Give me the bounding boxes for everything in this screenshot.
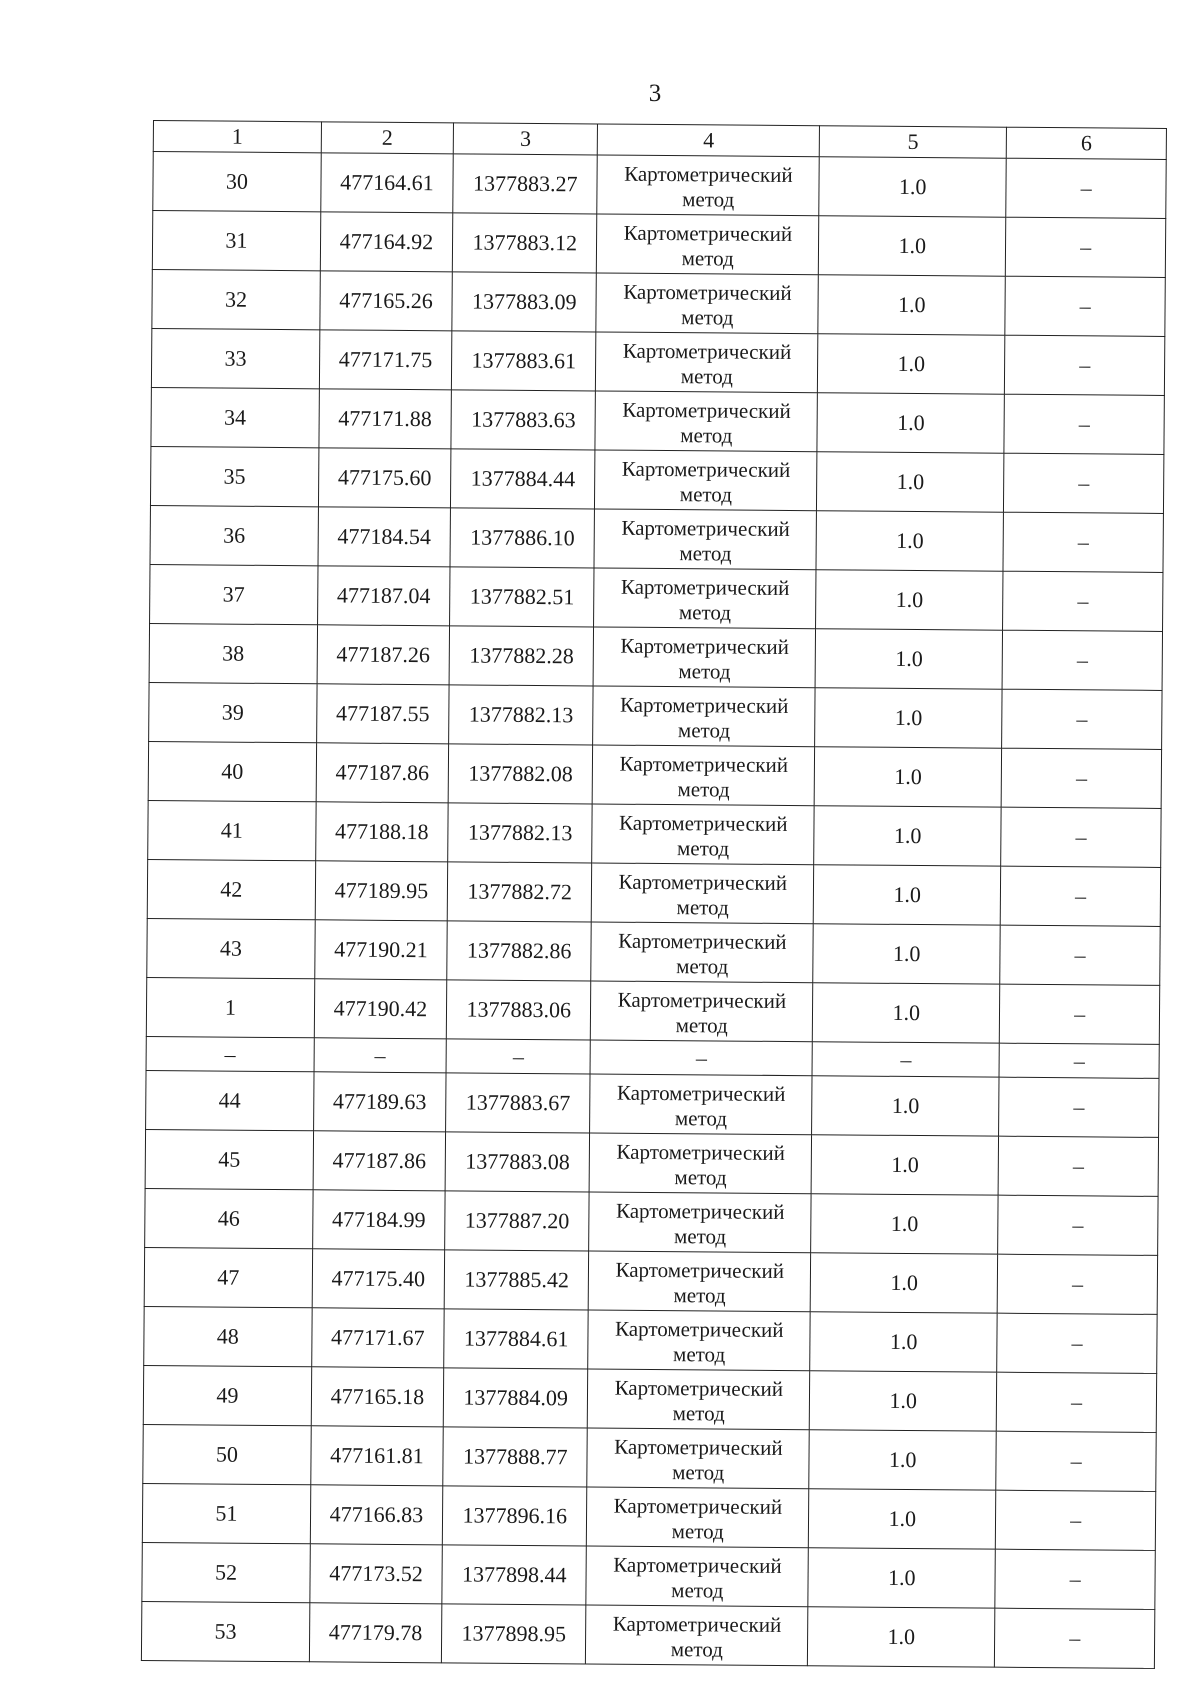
accuracy-value: 1.0 <box>814 806 1002 866</box>
table-row <box>147 918 1160 985</box>
accuracy-value: 1.0 <box>817 393 1005 453</box>
method-cell <box>586 1546 808 1607</box>
method-cell <box>594 509 816 570</box>
separator-dash: – <box>812 1042 999 1077</box>
coordinate-y: 1377883.12 <box>452 213 597 273</box>
method-line-2: метод <box>672 1459 725 1485</box>
method-cell <box>588 1310 810 1371</box>
table-row <box>141 1601 1154 1668</box>
coordinate-x: 477165.26 <box>320 271 453 331</box>
table-row <box>143 1365 1156 1432</box>
accuracy-value: 1.0 <box>815 629 1003 689</box>
description-value: – <box>1006 158 1166 218</box>
method-cell <box>592 804 814 865</box>
coordinate-x: 477175.60 <box>318 448 451 508</box>
method-cell <box>588 1369 810 1430</box>
method-cell <box>594 627 816 688</box>
coordinate-x: 477171.67 <box>312 1308 445 1368</box>
method-line-2: метод <box>676 894 729 920</box>
coordinate-y: 1377882.13 <box>448 803 593 863</box>
method-line-1: Картометрический <box>612 1611 782 1637</box>
method-line-1: Картометрический <box>618 928 787 954</box>
coordinate-x: 477190.42 <box>314 979 447 1039</box>
method-line-1: Картометрический <box>614 1434 783 1460</box>
point-number: 31 <box>152 211 320 271</box>
description-value: – <box>995 1608 1155 1668</box>
method-line-2: метод <box>678 658 731 684</box>
method-line-2: метод <box>674 1164 727 1190</box>
method-cell <box>590 1133 812 1194</box>
coordinate-y: 1377882.51 <box>450 567 595 627</box>
coordinate-y: 1377883.63 <box>451 390 596 450</box>
method-line-1: Картометрический <box>623 220 793 246</box>
coordinate-y: 1377883.61 <box>451 331 596 391</box>
coordinate-y: 1377884.61 <box>444 1309 589 1369</box>
method-line-1: Картометрический <box>618 810 788 836</box>
method-line-2: метод <box>670 1636 723 1662</box>
coordinate-y: 1377882.86 <box>447 921 592 981</box>
coordinate-y: 1377886.10 <box>450 508 595 568</box>
method-line-1: Картометрический <box>615 1316 784 1342</box>
accuracy-value: 1.0 <box>809 1371 997 1431</box>
coordinate-x: 477171.88 <box>319 389 452 449</box>
point-number: 40 <box>148 741 316 801</box>
accuracy-value: 1.0 <box>811 1135 999 1195</box>
method-line-2: метод <box>672 1341 726 1367</box>
accuracy-value: 1.0 <box>818 216 1006 276</box>
coordinate-y: 1377885.42 <box>444 1250 589 1310</box>
method-cell <box>596 273 818 334</box>
method-line-2: метод <box>672 1400 725 1426</box>
table-row <box>146 977 1159 1044</box>
table-row <box>151 328 1164 395</box>
table-row <box>148 800 1161 867</box>
method-line-1: Картометрический <box>619 751 789 777</box>
coordinate-y: 1377898.44 <box>442 1545 587 1605</box>
description-value: – <box>998 1136 1158 1196</box>
method-cell <box>591 981 813 1042</box>
coordinate-x: 477187.55 <box>316 684 449 744</box>
method-line-1: Картометрический <box>618 869 788 895</box>
description-value: – <box>997 1254 1157 1314</box>
description-value: – <box>1005 276 1165 336</box>
description-value: – <box>1002 630 1162 690</box>
coordinate-x: 477166.83 <box>310 1485 443 1545</box>
coordinate-x: 477179.78 <box>309 1603 442 1663</box>
point-number: 47 <box>144 1247 312 1307</box>
point-number: 50 <box>143 1424 311 1484</box>
method-cell <box>587 1428 809 1489</box>
method-line-1: Картометрический <box>621 456 791 482</box>
point-number: 45 <box>145 1129 313 1189</box>
coordinate-x: 477184.99 <box>312 1190 445 1250</box>
accuracy-value: 1.0 <box>814 747 1002 807</box>
coordinate-y: 1377898.95 <box>441 1604 586 1664</box>
coordinate-x: 477190.21 <box>315 920 448 980</box>
accuracy-value: 1.0 <box>813 865 1001 925</box>
method-line-2: метод <box>677 717 731 743</box>
coordinate-x: 477173.52 <box>310 1544 443 1604</box>
method-line-1: Картометрический <box>616 1080 786 1106</box>
table-row <box>152 269 1165 336</box>
point-number: 39 <box>149 682 317 742</box>
separator-dash: – <box>146 1036 314 1071</box>
table-row <box>145 1188 1158 1255</box>
coordinate-y: 1377883.06 <box>446 980 591 1040</box>
point-number: 53 <box>141 1601 309 1661</box>
table-row <box>145 1129 1158 1196</box>
coordinate-y: 1377883.67 <box>446 1073 591 1133</box>
point-number: 36 <box>150 505 318 565</box>
point-number: 32 <box>152 269 320 329</box>
coordinate-y: 1377883.08 <box>445 1132 590 1192</box>
method-line-2: метод <box>673 1282 726 1308</box>
description-value: – <box>1005 335 1165 395</box>
table-row <box>142 1483 1155 1550</box>
description-value: – <box>996 1431 1156 1491</box>
accuracy-value: 1.0 <box>815 688 1003 748</box>
description-value: – <box>995 1549 1155 1609</box>
description-value: – <box>1004 394 1164 454</box>
separator-dash: – <box>999 1043 1159 1078</box>
accuracy-value: 1.0 <box>818 334 1006 394</box>
coordinate-x: 477187.86 <box>313 1131 446 1191</box>
table-row <box>150 505 1163 572</box>
method-line-1: Картометрический <box>622 397 791 423</box>
description-value: – <box>1002 689 1162 749</box>
method-cell <box>597 214 819 275</box>
point-number: 48 <box>144 1306 312 1366</box>
description-value: – <box>1000 925 1160 985</box>
point-number: 38 <box>149 623 317 683</box>
method-line-1: Картометрический <box>615 1257 785 1283</box>
coordinate-x: 477161.81 <box>311 1426 444 1486</box>
method-line-2: метод <box>677 776 730 802</box>
coordinate-y: 1377883.09 <box>452 272 597 332</box>
method-line-1: Картометрический <box>622 338 792 364</box>
method-line-2: метод <box>673 1223 727 1249</box>
point-number: 35 <box>150 446 318 506</box>
point-number: 30 <box>153 152 321 212</box>
method-line-2: метод <box>680 422 733 448</box>
method-cell <box>593 686 815 747</box>
method-cell <box>596 332 818 393</box>
method-line-2: метод <box>681 304 734 330</box>
table-row <box>144 1247 1157 1314</box>
method-cell <box>587 1487 809 1548</box>
coordinate-x: 477187.86 <box>316 743 449 803</box>
point-number: 51 <box>142 1483 310 1543</box>
point-number: 37 <box>150 564 318 624</box>
method-cell <box>595 391 817 452</box>
accuracy-value: 1.0 <box>811 1194 999 1254</box>
point-number: 33 <box>151 328 319 388</box>
coordinate-y: 1377887.20 <box>445 1191 590 1251</box>
point-number: 49 <box>143 1365 311 1425</box>
header-cell-5: 5 <box>819 126 1006 158</box>
table-row <box>153 152 1166 219</box>
method-line-1: Картометрический <box>617 987 787 1013</box>
header-cell-2: 2 <box>321 122 453 154</box>
accuracy-value: 1.0 <box>808 1548 996 1608</box>
accuracy-value: 1.0 <box>808 1607 996 1667</box>
method-cell <box>595 450 817 511</box>
description-value: – <box>997 1372 1157 1432</box>
table-row <box>151 387 1164 454</box>
method-line-2: метод <box>682 186 735 212</box>
point-number: 41 <box>148 800 316 860</box>
coordinate-y: 1377896.16 <box>442 1486 587 1546</box>
accuracy-value: 1.0 <box>817 452 1005 512</box>
coordinate-x: 477164.92 <box>320 212 453 272</box>
description-value: – <box>1000 866 1160 926</box>
accuracy-value: 1.0 <box>816 511 1004 571</box>
method-line-1: Картометрический <box>616 1139 786 1165</box>
point-number: 42 <box>147 859 315 919</box>
coordinate-x: 477171.75 <box>319 330 452 390</box>
method-line-2: метод <box>679 481 733 507</box>
accuracy-value: 1.0 <box>810 1253 998 1313</box>
method-cell <box>590 1074 812 1135</box>
method-cell <box>594 568 816 629</box>
coordinate-y: 1377888.77 <box>443 1427 588 1487</box>
method-line-1: Картометрический <box>613 1493 783 1519</box>
coordinate-y: 1377882.13 <box>449 685 594 745</box>
point-number: 44 <box>146 1070 314 1130</box>
method-line-1: Картометрический <box>615 1198 785 1224</box>
coordinate-x: 477187.26 <box>317 625 450 685</box>
coordinate-y: 1377883.27 <box>453 154 598 214</box>
accuracy-value: 1.0 <box>812 1076 1000 1136</box>
method-cell <box>593 745 815 806</box>
method-line-1: Картометрический <box>624 161 793 187</box>
description-value: – <box>1006 217 1166 277</box>
table-row <box>142 1542 1155 1609</box>
coordinate-y: 1377884.09 <box>443 1368 588 1428</box>
accuracy-value: 1.0 <box>813 924 1001 984</box>
method-line-1: Картометрический <box>619 692 789 718</box>
table-row <box>149 623 1162 690</box>
header-cell-3: 3 <box>453 123 598 155</box>
coordinate-y: 1377882.72 <box>447 862 592 922</box>
method-cell <box>597 155 819 216</box>
table-row <box>150 446 1163 513</box>
page-number: 3 <box>648 80 662 107</box>
description-value: – <box>997 1313 1157 1373</box>
method-line-1: Картометрический <box>620 574 790 600</box>
method-line-2: метод <box>671 1518 724 1544</box>
accuracy-value: 1.0 <box>816 570 1004 630</box>
method-line-2: метод <box>681 245 734 271</box>
point-number: 46 <box>145 1188 313 1248</box>
accuracy-value: 1.0 <box>808 1489 996 1549</box>
accuracy-value: 1.0 <box>810 1312 998 1372</box>
coordinate-x: 477165.18 <box>311 1367 444 1427</box>
method-line-2: метод <box>679 540 732 566</box>
method-line-1: Картометрический <box>614 1375 784 1401</box>
method-line-2: метод <box>678 599 732 625</box>
table-row <box>149 682 1162 749</box>
table-row <box>148 741 1161 808</box>
header-cell-4: 4 <box>598 124 820 157</box>
point-number: 43 <box>147 918 315 978</box>
coordinate-x: 477184.54 <box>318 507 451 567</box>
separator-dash: – <box>446 1039 591 1074</box>
table-row <box>144 1306 1157 1373</box>
method-line-2: метод <box>676 835 730 861</box>
table-row <box>150 564 1163 631</box>
method-cell <box>589 1251 811 1312</box>
method-line-2: метод <box>680 363 733 389</box>
coordinate-y: 1377884.44 <box>450 449 595 509</box>
method-line-2: метод <box>676 953 729 979</box>
coordinates-table <box>141 120 1167 1669</box>
header-cell-6: 6 <box>1007 127 1167 159</box>
method-cell <box>586 1605 808 1666</box>
coordinate-x: 477175.40 <box>312 1249 445 1309</box>
description-value: – <box>1003 512 1163 572</box>
description-value: – <box>999 1077 1159 1137</box>
description-value: – <box>1000 984 1160 1044</box>
coordinate-x: 477189.95 <box>315 861 448 921</box>
method-line-1: Картометрический <box>623 279 792 305</box>
method-line-2: метод <box>671 1577 724 1603</box>
method-line-2: метод <box>674 1105 728 1131</box>
accuracy-value: 1.0 <box>809 1430 997 1490</box>
accuracy-value: 1.0 <box>812 983 1000 1043</box>
method-cell <box>592 863 814 924</box>
description-value: – <box>1003 571 1163 631</box>
separator-dash: – <box>590 1040 812 1076</box>
coordinate-x: 477188.18 <box>315 802 448 862</box>
header-cell-1: 1 <box>153 121 321 153</box>
method-cell <box>591 922 813 983</box>
description-value: – <box>1004 453 1164 513</box>
point-number: 34 <box>151 387 319 447</box>
description-value: – <box>1001 807 1161 867</box>
coordinate-x: 477189.63 <box>313 1072 446 1132</box>
table-row <box>147 859 1160 926</box>
coordinate-x: 477164.61 <box>321 153 454 213</box>
table-row <box>152 211 1165 278</box>
description-value: – <box>996 1490 1156 1550</box>
method-line-1: Картометрический <box>613 1552 782 1578</box>
point-number: 52 <box>142 1542 310 1602</box>
method-line-1: Картометрический <box>620 633 790 659</box>
table-row <box>146 1070 1159 1137</box>
point-number: 1 <box>146 977 314 1037</box>
method-line-2: метод <box>675 1012 728 1038</box>
description-value: – <box>1001 748 1161 808</box>
coordinate-x: 477187.04 <box>317 566 450 626</box>
accuracy-value: 1.0 <box>818 275 1006 335</box>
method-cell <box>589 1192 811 1253</box>
accuracy-value: 1.0 <box>819 157 1007 217</box>
table-row <box>143 1424 1156 1491</box>
method-line-1: Картометрический <box>621 515 790 541</box>
coordinate-y: 1377882.28 <box>449 626 594 686</box>
coordinate-y: 1377882.08 <box>448 744 593 804</box>
description-value: – <box>998 1195 1158 1255</box>
separator-dash: – <box>314 1038 446 1073</box>
